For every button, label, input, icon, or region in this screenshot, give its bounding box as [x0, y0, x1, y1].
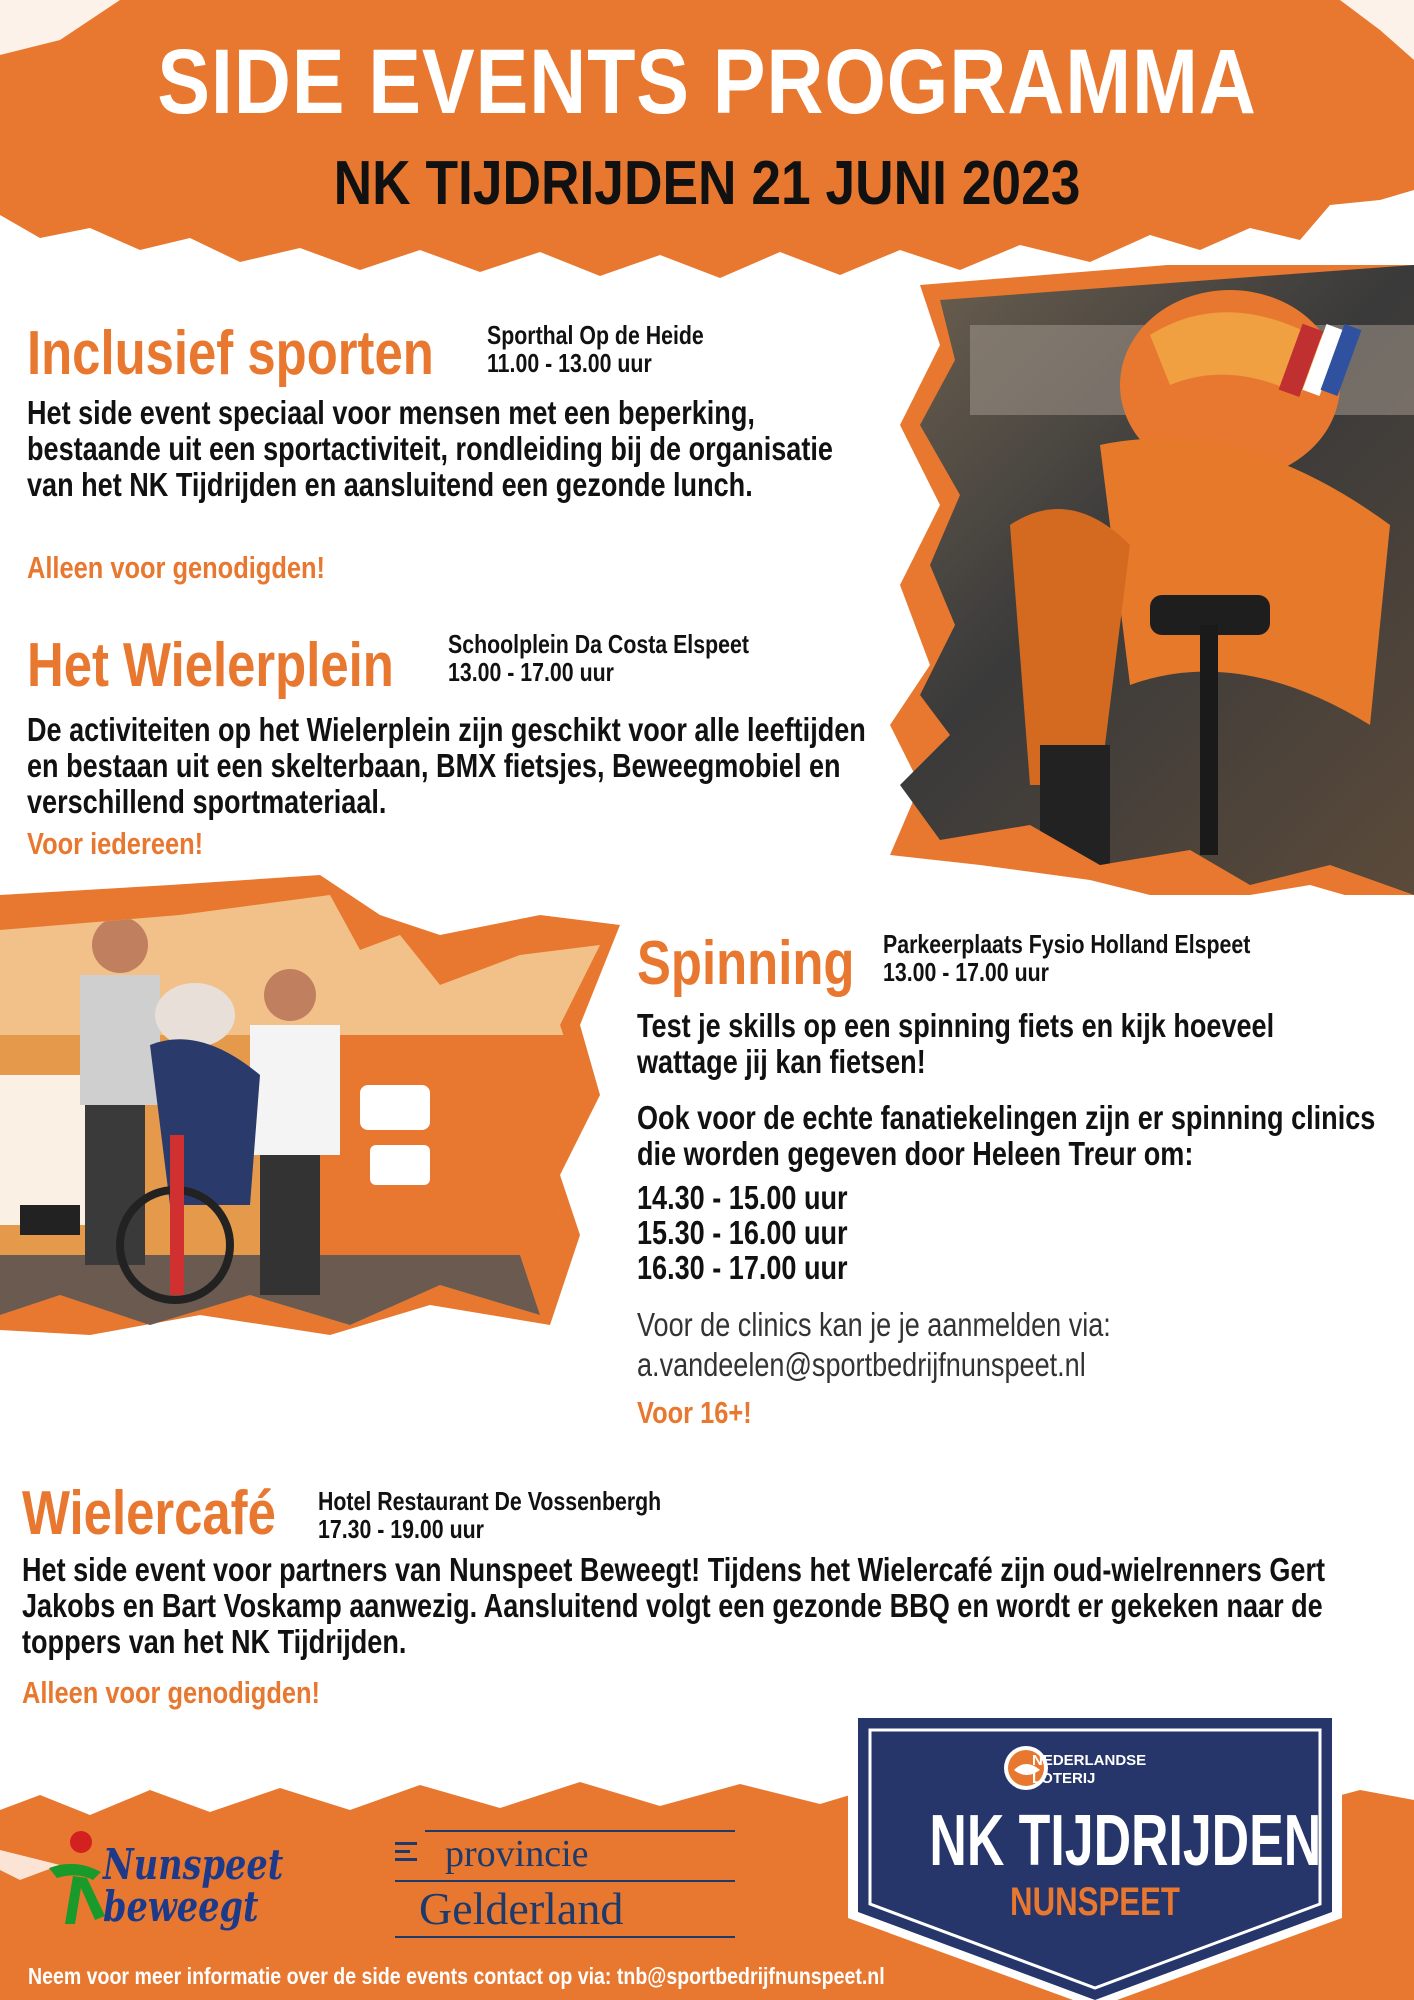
badge-subtitle: NUNSPEET — [1010, 1880, 1180, 1924]
event-body-spinning-2: Ook voor de echte fanatiekelingen zijn er spinning clinics die worden gegeven door Heleen Treur om: — [637, 1099, 1376, 1172]
spinning-signup-text: Voor de clinics kan je je aanmelden via: — [637, 1306, 1111, 1343]
provincie-logo-line1: provincie — [445, 1833, 589, 1875]
event-location-inclusief: Sporthal Op de Heide — [487, 320, 704, 350]
event-time-wielerplein: 13.00 - 17.00 uur — [448, 657, 614, 687]
event-title-wielerplein: Het Wielerplein — [27, 631, 394, 700]
nunspeet-beweegt-logo — [35, 1828, 325, 1931]
event-body-spinning-1: Test je skills op een spinning fiets en kijk hoeveel wattage jij kan fietsen! — [637, 1007, 1275, 1080]
event-location-spinning: Parkeerplaats Fysio Holland Elspeet — [883, 929, 1251, 959]
provincie-logo-line2: Gelderland — [419, 1883, 624, 1934]
event-title-inclusief: Inclusief sporten — [27, 319, 434, 388]
event-body-wielerplein: De activiteiten op het Wielerplein zijn geschikt voor alle leeftijden en bestaan uit een skelterbaan, BMX fietsjes, Beweegmobiel en verschillend sportmateriaal. — [27, 711, 866, 820]
event-title-spinning: Spinning — [637, 929, 855, 998]
event-body-wielercafe: Het side event voor partners van Nunspeet Beweegt! Tijdens het Wielercafé zijn oud-wielrenners Gert Jakobs en Bart Voskamp aanwezig. Aansluitend volgt een gezonde BBQ en wordt er gekeken naar de toppers van het NK Tijdrijden. — [22, 1551, 1325, 1660]
page-title: SIDE EVENTS PROGRAMMA — [157, 31, 1257, 133]
spinning-slot-1: 14.30 - 15.00 uur — [637, 1179, 848, 1216]
event-time-wielercafe: 17.30 - 19.00 uur — [318, 1514, 484, 1544]
cyclist-start-photo — [0, 875, 620, 1335]
provincie-bottom-rule — [395, 1936, 735, 1938]
badge-title: NK TIJDRIJDEN — [929, 1801, 1322, 1881]
event-time-spinning: 13.00 - 17.00 uur — [883, 957, 1049, 987]
event-location-wielerplein: Schoolplein Da Costa Elspeet — [448, 629, 749, 659]
event-time-inclusief: 11.00 - 13.00 uur — [487, 348, 652, 378]
event-note-wielercafe: Alleen voor genodigden! — [22, 1675, 320, 1710]
event-note-inclusief: Alleen voor genodigden! — [27, 550, 325, 585]
footer-contact: Neem voor meer informatie over de side events contact op via: tnb@sportbedrijfnunspeet.nl — [28, 1963, 885, 1989]
spinning-slot-3: 16.30 - 17.00 uur — [637, 1249, 848, 1286]
event-note-spinning: Voor 16+! — [637, 1395, 752, 1430]
event-title-wielercafe: Wielercafé — [22, 1479, 276, 1548]
provincie-gelderland-logo — [395, 1830, 745, 1940]
provincie-lines-icon — [395, 1840, 417, 1868]
event-body-inclusief: Het side event speciaal voor mensen met een beperking, bestaande uit een sportactiviteit, rondleiding bij de organisatie van het NK Tijdrijden en aansluitend een gezonde lunch. — [27, 394, 833, 503]
spinning-slot-2: 15.30 - 16.00 uur — [637, 1214, 848, 1251]
event-location-wielercafe: Hotel Restaurant De Vossenbergh — [318, 1486, 662, 1516]
badge-sponsor-line2: LOTERIJ — [1032, 1770, 1096, 1787]
badge-sponsor-line1: NEDERLANDSE — [1032, 1752, 1147, 1769]
page-subtitle: NK TIJDRIJDEN 21 JUNI 2023 — [333, 149, 1081, 218]
nunspeet-logo-line1: Nunspeet — [103, 1840, 284, 1889]
nunspeet-logo-line2: beweegt — [103, 1882, 259, 1931]
event-note-wielerplein: Voor iedereen! — [27, 826, 204, 861]
spinning-signup-email[interactable]: a.vandeelen@sportbedrijfnunspeet.nl — [637, 1346, 1086, 1383]
